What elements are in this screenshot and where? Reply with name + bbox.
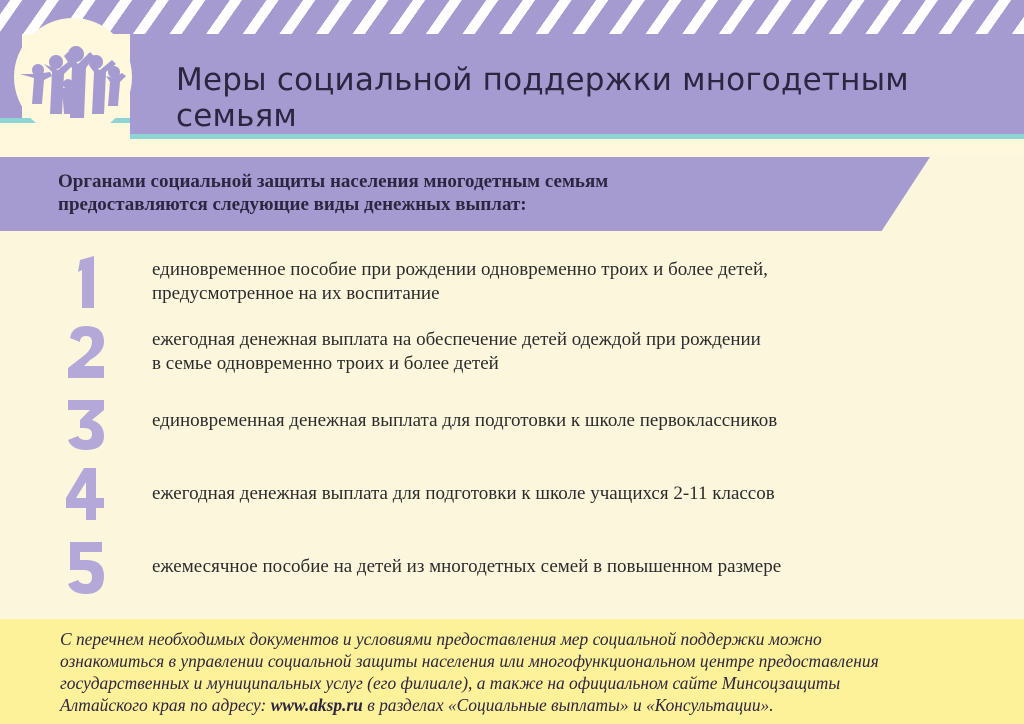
footer-line-2: ознакомиться в управлении социальной защиты населения или многофункциональном центре предоставления bbox=[60, 651, 879, 671]
item-number-4 bbox=[64, 466, 112, 522]
footer-line-3: государственных и муниципальных услуг (его филиале), а также на официальном сайте Минсоцзащиты bbox=[60, 673, 841, 693]
footer-line-1: С перечнем необходимых документов и условиями предоставления мер социальной поддержки можно bbox=[60, 629, 822, 649]
item-5-line-1: ежемесячное пособие на детей из многодетных семей в повышенном размере bbox=[152, 556, 782, 577]
family-icon bbox=[14, 18, 132, 136]
item-text-2 bbox=[152, 328, 1002, 376]
item-1-line-2: предусмотренное на их воспитание bbox=[152, 283, 440, 304]
item-3-line-1: единовременная денежная выплата для подготовки к школе первоклассников bbox=[152, 410, 778, 431]
title-teal-line bbox=[130, 134, 1024, 139]
page-title: Меры социальной поддержки многодетным семьям bbox=[176, 62, 909, 134]
footer-line-4-suffix: в разделах «Социальные выплаты» и «Консультации». bbox=[362, 695, 774, 715]
footer-text bbox=[60, 628, 990, 716]
item-number-2 bbox=[64, 326, 112, 382]
lead-line-2: предоставляются следующие виды денежных выплат: bbox=[58, 194, 527, 215]
item-2-line-2: в семье одновременно троих и более детей bbox=[152, 353, 499, 374]
footer-line-4-prefix: Алтайского края по адресу: bbox=[60, 695, 271, 715]
site-link[interactable]: www.aksp.ru bbox=[270, 695, 363, 715]
footer-line-4 bbox=[60, 694, 990, 716]
item-text-3 bbox=[152, 409, 1002, 433]
item-text-4 bbox=[152, 482, 1002, 506]
item-4-line-1: ежегодная денежная выплата для подготовки к школе учащихся 2-11 классов bbox=[152, 483, 775, 504]
item-text-1 bbox=[152, 258, 1002, 306]
lead-text bbox=[58, 170, 878, 216]
lead-line-1: Органами социальной защиты населения многодетным семьям bbox=[58, 171, 609, 192]
logo bbox=[14, 18, 132, 136]
item-1-line-1: единовременное пособие при рождении одновременно троих и более детей, bbox=[152, 259, 768, 280]
item-number-5 bbox=[64, 540, 112, 596]
top-stripes bbox=[0, 0, 1024, 34]
item-text-5 bbox=[152, 555, 1002, 579]
item-number-1 bbox=[64, 256, 112, 312]
item-2-line-1: ежегодная денежная выплата на обеспечение детей одеждой при рождении bbox=[152, 329, 761, 350]
item-number-3 bbox=[64, 396, 112, 452]
